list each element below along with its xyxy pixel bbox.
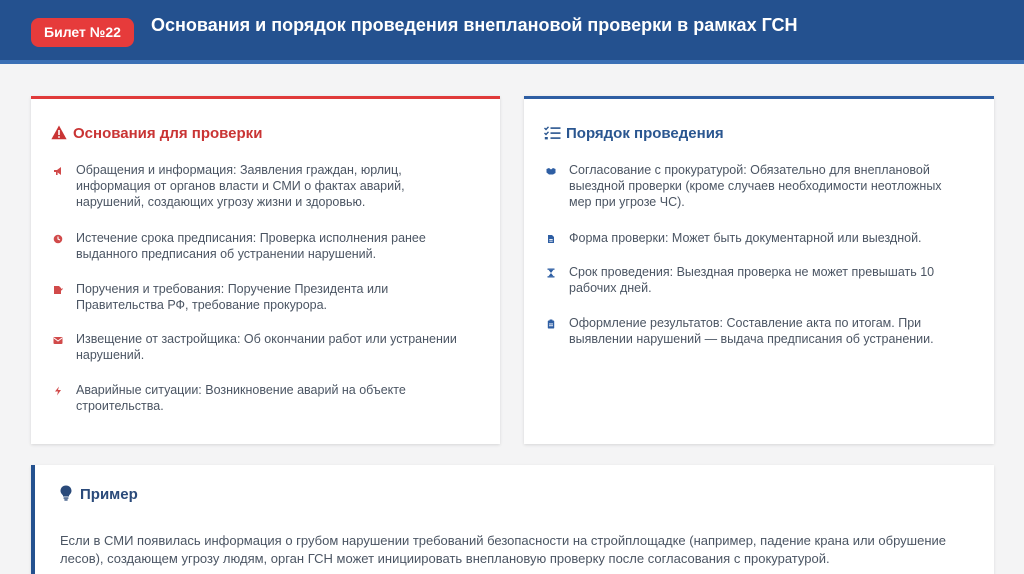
list-item xyxy=(53,281,473,313)
list-item-text: Форма проверки: Может быть документарной или выездной. xyxy=(569,231,922,245)
list-item-text: Истечение срока предписания: Проверка исполнения ранее выданного предписания об устранении нарушений. xyxy=(76,231,426,261)
list-item xyxy=(53,382,473,414)
list-item xyxy=(53,331,473,363)
header-bar xyxy=(0,0,1024,64)
list-item-text: Извещение от застройщика: Об окончании работ или устранении нарушений. xyxy=(76,332,457,362)
handshake-icon xyxy=(546,164,556,174)
list-item xyxy=(546,230,966,246)
warning-icon xyxy=(51,125,69,144)
grounds-title xyxy=(51,125,262,144)
lightbulb-icon xyxy=(60,485,76,505)
procedure-title xyxy=(544,125,724,144)
list-item-text: Обращения и информация: Заявления граждан, юрлиц, информация от органов власти и СМИ о фактах аварий, нарушений, создающих угрозу жизни и здоровью. xyxy=(76,163,405,209)
list-item-text: Поручения и требования: Поручение Президента или Правительства РФ, требование прокурора. xyxy=(76,282,389,312)
hourglass-icon xyxy=(546,266,556,276)
example-title-text: Пример xyxy=(80,486,138,503)
list-item-text: Согласование с прокуратурой: Обязательно для внеплановой выездной проверки (кроме случаев необходимости неотложных мер при угрозе ЧС). xyxy=(569,163,942,209)
clock-icon xyxy=(53,232,63,242)
example-card xyxy=(31,465,994,574)
example-text: Если в СМИ появилась информация о грубом нарушении требований безопасности на стройплощадке (например, падение крана или обрушение лесов), создающем угрозу людям, орган ГСН может инициировать внеплановую проверку после согласования с прокуратурой. xyxy=(60,533,946,566)
list-item xyxy=(546,162,966,210)
list-item-text: Срок проведения: Выездная проверка не может превышать 10 рабочих дней. xyxy=(569,265,935,295)
grounds-title-text: Основания для проверки xyxy=(73,125,263,142)
list-item xyxy=(546,264,966,296)
list-item xyxy=(53,230,473,262)
megaphone-icon xyxy=(53,164,63,174)
envelope-icon xyxy=(53,333,63,343)
checklist-icon xyxy=(544,126,562,144)
grounds-card xyxy=(31,96,500,444)
lightning-icon xyxy=(53,384,63,394)
ticket-badge: Билет №22 xyxy=(31,18,134,47)
procedure-card xyxy=(524,96,994,444)
example-title xyxy=(60,485,138,505)
list-item xyxy=(546,315,966,347)
list-item xyxy=(53,162,473,210)
procedure-title-text: Порядок проведения xyxy=(566,125,724,142)
file-icon xyxy=(546,232,556,242)
document-signature-icon xyxy=(53,283,63,293)
page-title: Основания и порядок проведения внеплановой проверки в рамках ГСН xyxy=(151,15,798,35)
clipboard-icon xyxy=(546,317,556,327)
list-item-text: Оформление результатов: Составление акта по итогам. При выявлении нарушений — выдача предписания об устранении. xyxy=(569,316,934,346)
list-item-text: Аварийные ситуации: Возникновение аварий на объекте строительства. xyxy=(76,383,406,413)
